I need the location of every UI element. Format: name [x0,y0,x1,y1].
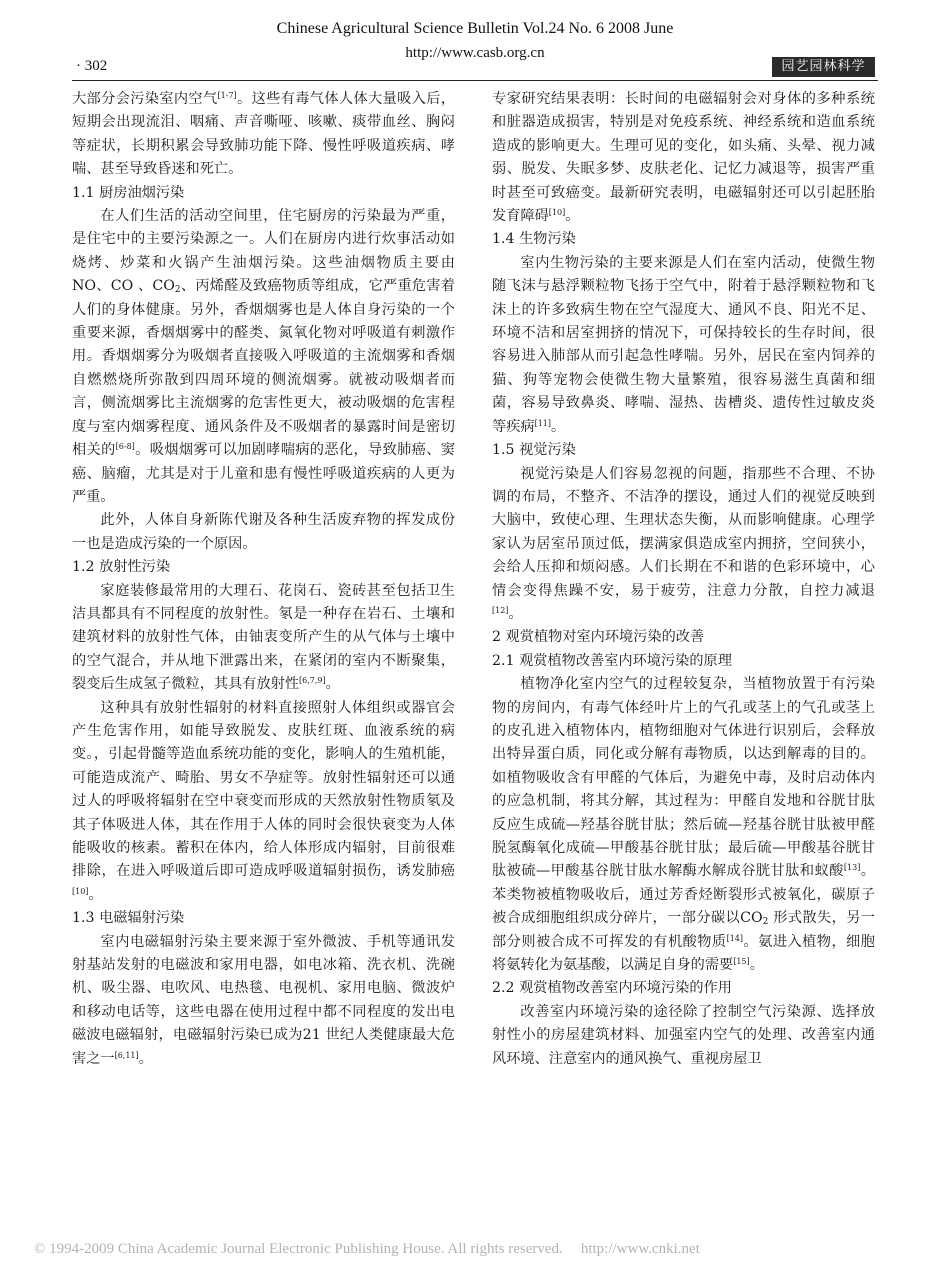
citation: [10] [72,886,89,896]
footer-link[interactable]: http://www.cnki.net [580,1241,700,1257]
page-number: · 302 [76,58,108,74]
section-heading: 1.4 生物污染 [492,231,576,248]
citation: [6,7,9] [299,676,326,686]
citation: [10] [548,208,566,218]
paragraph: 专家研究结果表明：长时间的电磁辐射会对身体的多种系统和脏器造成损害，特别是对免疫系统、神经系统和造血系统造成的影响更大。生理可见的变化，如头痛、头晕、视力减弱、脱发、失眠多梦、皮肤老化、记忆力减退等，损害严重时甚至可致癌变。最新研究表明，电磁辐射还可以引起胚胎发育障碍[10]。 [492,91,875,225]
section-heading: 1.2 放射性污染 [72,559,171,576]
citation: [12] [492,605,509,615]
paragraph: 家庭装修最常用的大理石、花岗石、瓷砖甚至包括卫生洁具都具有不同程度的放射性。氡是一种存在岩石、土壤和建筑材料的放射性气体，由铀衷变所产生的从气体与土壤中的空气混合，并从地下泄露出来，在紧闭的室内不断聚集，裂变后生成氢子微粒，其具有放射性[6,7,9]。 [72,582,455,693]
journal-title: Chinese Agricultural Science Bulletin Vol.24 No. 6 2008 June [276,20,674,37]
right-column [492,88,875,1071]
paragraph: 室内电磁辐射污染主要来源于室外微波、手机等通讯发射基站发射的电磁波和家用电器，如电冰箱、洗衣机、洗碗机、吸尘器、电吹风、电热毯、电视机、家用电脑、微波炉和移动电话等，这些电器在使用过程中都不同程度的发出电磁波电磁辐射，电磁辐射污染已成为21 世纪人类健康最大危害之一[6,11]。 [72,933,455,1067]
paragraph: 室内生物污染的主要来源是人们在室内活动，使微生物随飞沫与悬浮颗粒物飞扬于空气中，附着于悬浮颗粒物和飞沫上的许多致病生物在空气湿度大、通风不良、阳光不足、环境不洁和居室拥挤的情况下，可保持较长的生存时间，很容易进入肺部从而引起急性哮喘。另外，居民在室内饲养的猫、狗等宠物会使微生物大量繁殖，很容易滋生真菌和细菌，容易导致鼻炎、哮喘、湿热、齿槽炎、遗传性过敏皮炎等疾病[11]。 [492,254,875,435]
paragraph: 这种具有放射性辐射的材料直接照射人体组织或器官会产生危害作用，如能导致脱发、皮肤红斑、血液系统的病变。，引起骨髓等造血系统功能的变化，影响人的生殖机能，可能造成流产、畸胎、男女不孕症等。放射性辐射还可以通过人的呼吸将辐射在空中衰变而形成的天然放射性物质氡及其子体吸进人体，其在作用于人体的同时会很快衰变为人体能吸收的核素。蓄积在体内，给人体形成内辐射，目前很难排除，在进入呼吸道后即可造成呼吸道辐射损伤，诱发肺癌[10]。 [72,699,455,903]
copyright-text: © 1994-2009 China Academic Journal Electronic Publishing House. All rights reserved. [34,1241,563,1257]
section-heading: 1.5 视觉污染 [492,442,576,459]
paragraph: 改善室内环境污染的途径除了控制空气污染源、选择放射性小的房屋建筑材料、加强室内空气的处理、改善室内通风环境、注意室内的通风换气、重视房屋卫 [492,1003,875,1067]
paragraph: 植物净化室内空气的过程较复杂，当植物放置于有污染物的房间内，有毒气体经叶片上的气孔或茎上的气孔或茎上的皮孔进入植物体内，植物细胞对气体进行识别后，会释放出特异蛋白质，同化或分解有毒物质，以达到解毒的目的。如植物吸收含有甲醛的气体后，为避免中毒，及时启动体内的应急机制，将其分解，其过程为：甲醛自发地和谷胱甘肽反应生成硫—羟基谷胱甘肽；然后硫—羟基谷胱甘肽被甲醛脱氢酶氧化成硫—甲酸基谷胱甘肽；最后硫—甲酸基谷胱甘肽被硫—甲酸基谷胱甘肽水解酶水解成谷胱甘肽和蚁酸[13]。苯类物被植物吸收后，通过芳香烃断裂形式被氧化，碳原子被合成细胞组织成分碎片，一部分碳以$CO_2$ 形式散失，另一部分则被合成不可挥发的有机酸物质[14]。氨进入植物，细胞将氨转化为氨基酸，以满足自身的需要[15]。 [492,676,875,974]
citation: [14] [726,933,744,943]
section-badge: 园艺园林科学 [772,57,875,77]
section-heading: 1.3 电磁辐射污染 [72,910,185,927]
section-heading: 2 观赏植物对室内环境污染的改善 [492,629,705,646]
section-heading: 2.1 观赏植物改善室内环境污染的原理 [492,652,732,669]
citation: [15] [733,957,750,967]
left-column [72,88,455,1071]
paragraph: 大部分会污染室内空气[1-7]。这些有毒气体人体大量吸入后，短期会出现流泪、咽痛、声音嘶哑、咳嗽、痰带血丝、胸闷等症状，长期积累会导致肺功能下降、慢性呼吸道疾病、哮喘、甚至导致昏迷和死亡。 [72,91,455,178]
journal-url: http://www.casb.org.cn [405,45,545,61]
citation: [6-8] [115,442,135,452]
copyright-footer [34,1241,700,1258]
citation: [11] [534,418,551,428]
section-heading: 1.1 厨房油烟污染 [72,184,185,201]
section-heading: 2.2 观赏植物改善室内环境污染的作用 [492,980,732,997]
paragraph: 在人们生活的活动空间里，住宅厨房的污染最为严重，是住宅中的主要污染源之一。人们在厨房内进行炊事活动如烧烤、炒菜和火锅产生油烟污染。这些油烟物质主要由 NO、CO 、$CO_2$、丙烯醛及致癌物质等组成，它严重危害着人们的身体健康。另外，香烟烟雾也是人体自身污染的一个重要来源，香烟烟雾中的醛类、氮氧化物对呼吸道有刺激作用。香烟烟雾分为吸烟者直接吸入呼吸道的主流烟雾和香烟自燃燃烧所弥散到四周环境的侧流烟雾。就被动吸烟者而言，侧流烟雾比主流烟雾的危害性更大，被动吸烟的危害程度与室内烟雾程度、通风条件及不吸烟者的暴露时间是密切相关的[6-8]。吸烟烟雾可以加剧哮喘病的恶化，导致肺癌、窦癌、脑瘤，尤其是对于儿童和患有慢性呼吸道疾病的人更为严重。 [72,208,455,505]
citation: [13] [843,863,861,873]
paragraph: 视觉污染是人们容易忽视的问题，指那些不合理、不协调的布局，不整齐、不洁净的摆设，通过人们的视觉反映到大脑中，致使心理、生理状态失衡，从而影响健康。心理学家认为居室吊顶过低，摆满家俱造成室内拥挤，空间狭小，会给人压抑和烦闷感。人们长期在不和谐的色彩环境中，心情会变得焦躁不安，易于疲劳，注意力分散，自控力减退[12]。 [492,465,875,622]
header-rule [72,80,878,81]
citation: [6,11] [114,1050,139,1060]
citation: [1-7] [217,91,237,100]
paragraph: 此外，人体自身新陈代谢及各种生活废弃物的挥发成份一也是造成污染的一个原因。 [72,512,455,552]
